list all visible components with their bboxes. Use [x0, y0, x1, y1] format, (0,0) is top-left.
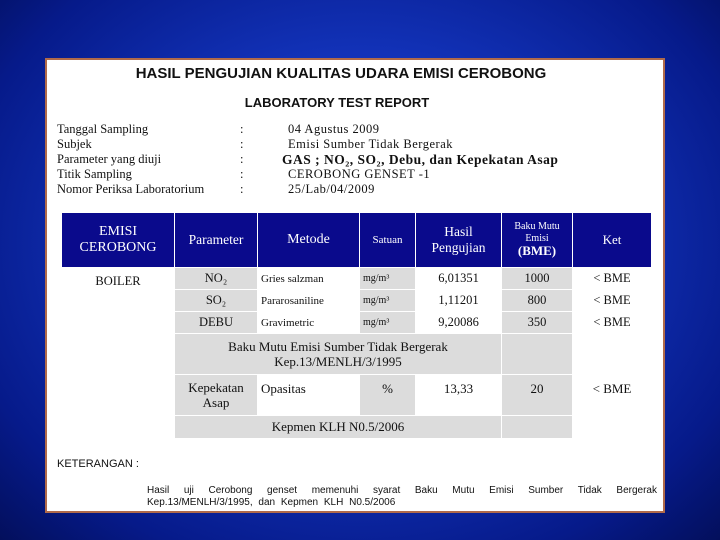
header-text: Emisi: [525, 233, 549, 244]
metode-cell: Gravimetric: [258, 312, 360, 334]
metode-cell: Pararosaniline: [258, 290, 360, 312]
meta-label: Parameter yang diuji: [57, 152, 162, 166]
regulation-text: Kep.13/MENLH/3/1995: [274, 354, 402, 369]
empty-cell: [502, 416, 573, 439]
meta-colon: :: [240, 152, 244, 166]
parameter-cell: SO₂: [175, 290, 258, 312]
baku-cell: 20: [502, 375, 573, 416]
report-panel: [45, 58, 665, 513]
satuan-cell: %: [360, 375, 416, 416]
empty-cell: [573, 416, 652, 439]
results-table: [61, 212, 652, 439]
header-text: Baku Mutu: [514, 221, 560, 232]
header-text: EMISI: [98, 224, 138, 239]
table-header-row: [62, 213, 652, 268]
baku-cell: 1000: [502, 268, 573, 290]
meta-label: Titik Sampling: [57, 167, 132, 181]
baku-cell: 350: [502, 312, 573, 334]
header-baku-mutu: [502, 213, 573, 268]
meta-label: Subjek: [57, 137, 92, 151]
header-text: CEROBONG: [79, 240, 157, 255]
parameter-cell: DEBU: [175, 312, 258, 334]
header-ket: Ket: [573, 213, 652, 268]
hasil-cell: 6,01351: [416, 268, 502, 290]
hasil-cell: 13,33: [416, 375, 502, 416]
hasil-cell: 9,20086: [416, 312, 502, 334]
meta-label: Nomor Periksa Laboratorium: [57, 182, 205, 196]
ket-cell: < BME: [573, 312, 652, 334]
regulation-text: Baku Mutu Emisi Sumber Tidak Bergerak: [228, 339, 448, 354]
regulation-cell: [175, 334, 502, 375]
meta-colon: :: [240, 167, 244, 181]
metode-cell: Gries salzman: [258, 268, 360, 290]
report-title: HASIL PENGUJIAN KUALITAS UDARA EMISI CEROBONG: [135, 65, 547, 82]
hasil-cell: 1,11201: [416, 290, 502, 312]
meta-label: Tanggal Sampling: [57, 122, 149, 136]
header-text: Pengujian: [431, 240, 486, 255]
empty-cell: [62, 375, 175, 416]
header-text: (BME): [517, 243, 557, 258]
table-row: [62, 268, 652, 290]
empty-cell: [62, 416, 175, 439]
empty-cell: [573, 334, 652, 375]
keterangan-label: KETERANGAN :: [57, 458, 139, 470]
parameter-text: Kepekatan: [188, 380, 244, 395]
header-parameter: Parameter: [175, 213, 258, 268]
empty-cell: [502, 334, 573, 375]
parameter-cell: NO₂: [175, 268, 258, 290]
satuan-cell: mg/m³: [360, 312, 416, 334]
baku-cell: 800: [502, 290, 573, 312]
satuan-cell: mg/m³: [360, 290, 416, 312]
metode-cell: Opasitas: [258, 375, 360, 416]
meta-colon: :: [240, 137, 244, 151]
header-satuan: Satuan: [360, 213, 416, 268]
satuan-cell: mg/m³: [360, 268, 416, 290]
regulation-cell: Kepmen KLH N0.5/2006: [175, 416, 502, 439]
regulation-row: [62, 334, 652, 375]
header-metode: Metode: [258, 213, 360, 268]
meta-value: 25/Lab/04/2009: [288, 182, 375, 196]
header-emisi-cerobong: [62, 213, 175, 268]
meta-colon: :: [240, 122, 244, 136]
source-cell: BOILER: [62, 268, 175, 334]
parameter-cell: [175, 375, 258, 416]
parameter-text: Asap: [202, 395, 230, 410]
ket-cell: < BME: [573, 290, 652, 312]
table-row-opacity: [62, 375, 652, 416]
meta-value: GAS ; NO₂, SO₂, Debu, dan Kepekatan Asap: [282, 152, 559, 167]
ket-cell: < BME: [573, 375, 652, 416]
ket-cell: < BME: [573, 268, 652, 290]
header-hasil-pengujian: [416, 213, 502, 268]
meta-value: CEROBONG GENSET -1: [288, 167, 431, 181]
meta-value: Emisi Sumber Tidak Bergerak: [288, 137, 454, 151]
header-text: Hasil: [444, 224, 473, 239]
meta-colon: :: [240, 182, 244, 196]
report-subtitle: LABORATORY TEST REPORT: [244, 95, 430, 110]
regulation-row: [62, 416, 652, 439]
conclusion-text: Hasil uji Cerobong genset memenuhi syarat Baku Mutu Emisi Sumber Tidak Bergerak Kep.13/MENLH/3/1995, dan Kepmen KLH N0.5/2006: [147, 485, 657, 508]
empty-cell: [62, 334, 175, 375]
meta-value: 04 Agustus 2009: [288, 122, 380, 136]
